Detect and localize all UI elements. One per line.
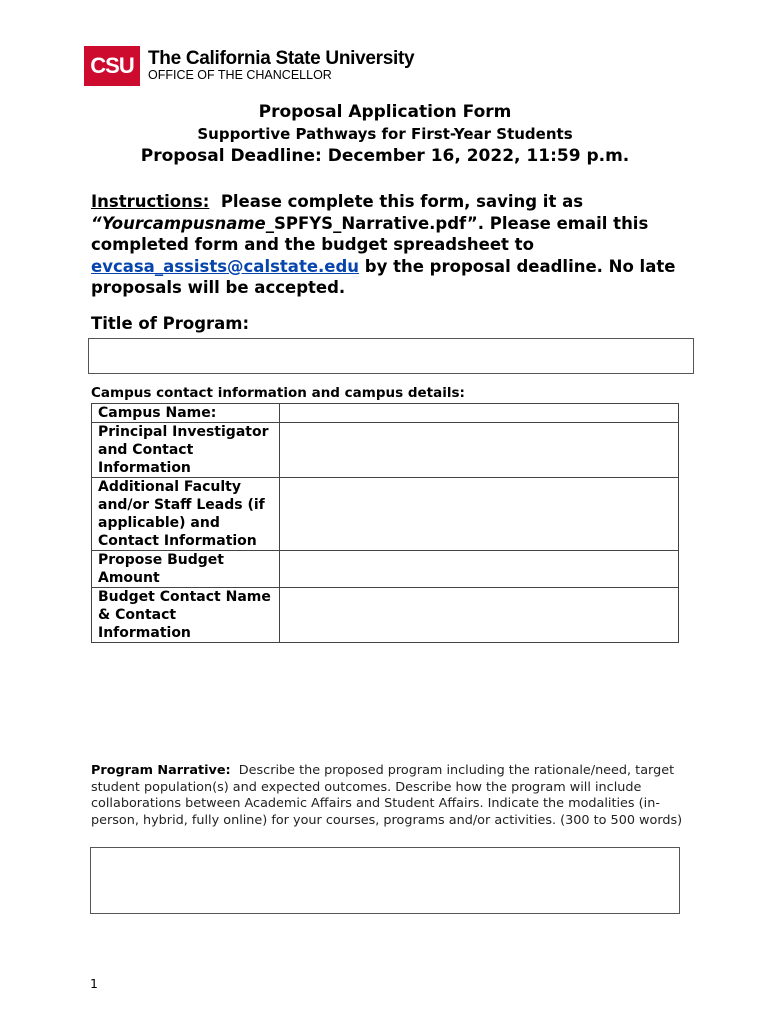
campus-info-heading: Campus contact information and campus details: bbox=[91, 385, 465, 401]
logo-text bbox=[148, 49, 414, 82]
budget-contact-field[interactable] bbox=[280, 588, 679, 643]
principal-investigator-label: Principal Investigator and Contact Information bbox=[92, 423, 280, 478]
additional-leads-field[interactable] bbox=[280, 478, 679, 551]
university-name: The California State University bbox=[148, 48, 415, 70]
email-link[interactable]: evcasa_assists@calstate.edu bbox=[91, 256, 360, 276]
campus-name-field[interactable] bbox=[280, 404, 679, 423]
program-narrative-label: Program Narrative: bbox=[91, 763, 231, 778]
program-title-field[interactable] bbox=[88, 338, 694, 374]
csu-logo-mark: CSU bbox=[84, 46, 140, 86]
form-title: Proposal Application Form bbox=[258, 102, 512, 122]
table-row bbox=[92, 423, 679, 478]
instructions-filename-italic: “Yourcampusname bbox=[91, 213, 266, 233]
table-row bbox=[92, 404, 679, 423]
instructions-filename-rest: _SPFYS_Narrative.pdf”. Please email this completed form and the budget spreadsheet to bbox=[91, 213, 649, 254]
instructions bbox=[91, 191, 681, 299]
csu-logo bbox=[84, 46, 414, 86]
program-narrative-field[interactable] bbox=[90, 847, 680, 914]
additional-leads-label: Additional Faculty and/or Staff Leads (if applicable) and Contact Information bbox=[92, 478, 280, 551]
table-row bbox=[92, 551, 679, 588]
program-narrative-text: Describe the proposed program including the rationale/need, target student population(s) and expected outcomes. Describe how the program will include collaborations between Academic Affairs and Student Affairs. Indicate the modalities (in-person, hybrid, fully online) for your courses, programs and/or activities. (300 to 500 words) bbox=[91, 763, 683, 828]
proposal-deadline: Proposal Deadline: December 16, 2022, 11:59 p.m. bbox=[140, 146, 630, 166]
campus-info-table bbox=[91, 403, 679, 643]
program-narrative-instructions bbox=[91, 763, 683, 829]
instructions-text-1: Please complete this form, saving it as bbox=[220, 192, 584, 211]
instructions-label: Instructions: bbox=[91, 192, 210, 211]
table-row bbox=[92, 588, 679, 643]
instructions-text-2: by the proposal deadline. No late proposals will be accepted. bbox=[91, 256, 676, 297]
budget-amount-label: Propose Budget Amount bbox=[92, 551, 280, 588]
program-subtitle: Supportive Pathways for First-Year Students bbox=[197, 125, 573, 143]
table-row bbox=[92, 478, 679, 551]
page-number: 1 bbox=[90, 976, 98, 991]
program-title-label: Title of Program: bbox=[91, 314, 250, 333]
principal-investigator-field[interactable] bbox=[280, 423, 679, 478]
office-name: OFFICE OF THE CHANCELLOR bbox=[148, 68, 332, 83]
budget-contact-label: Budget Contact Name & Contact Information bbox=[92, 588, 280, 643]
campus-name-label: Campus Name: bbox=[92, 404, 280, 423]
budget-amount-field[interactable] bbox=[280, 551, 679, 588]
